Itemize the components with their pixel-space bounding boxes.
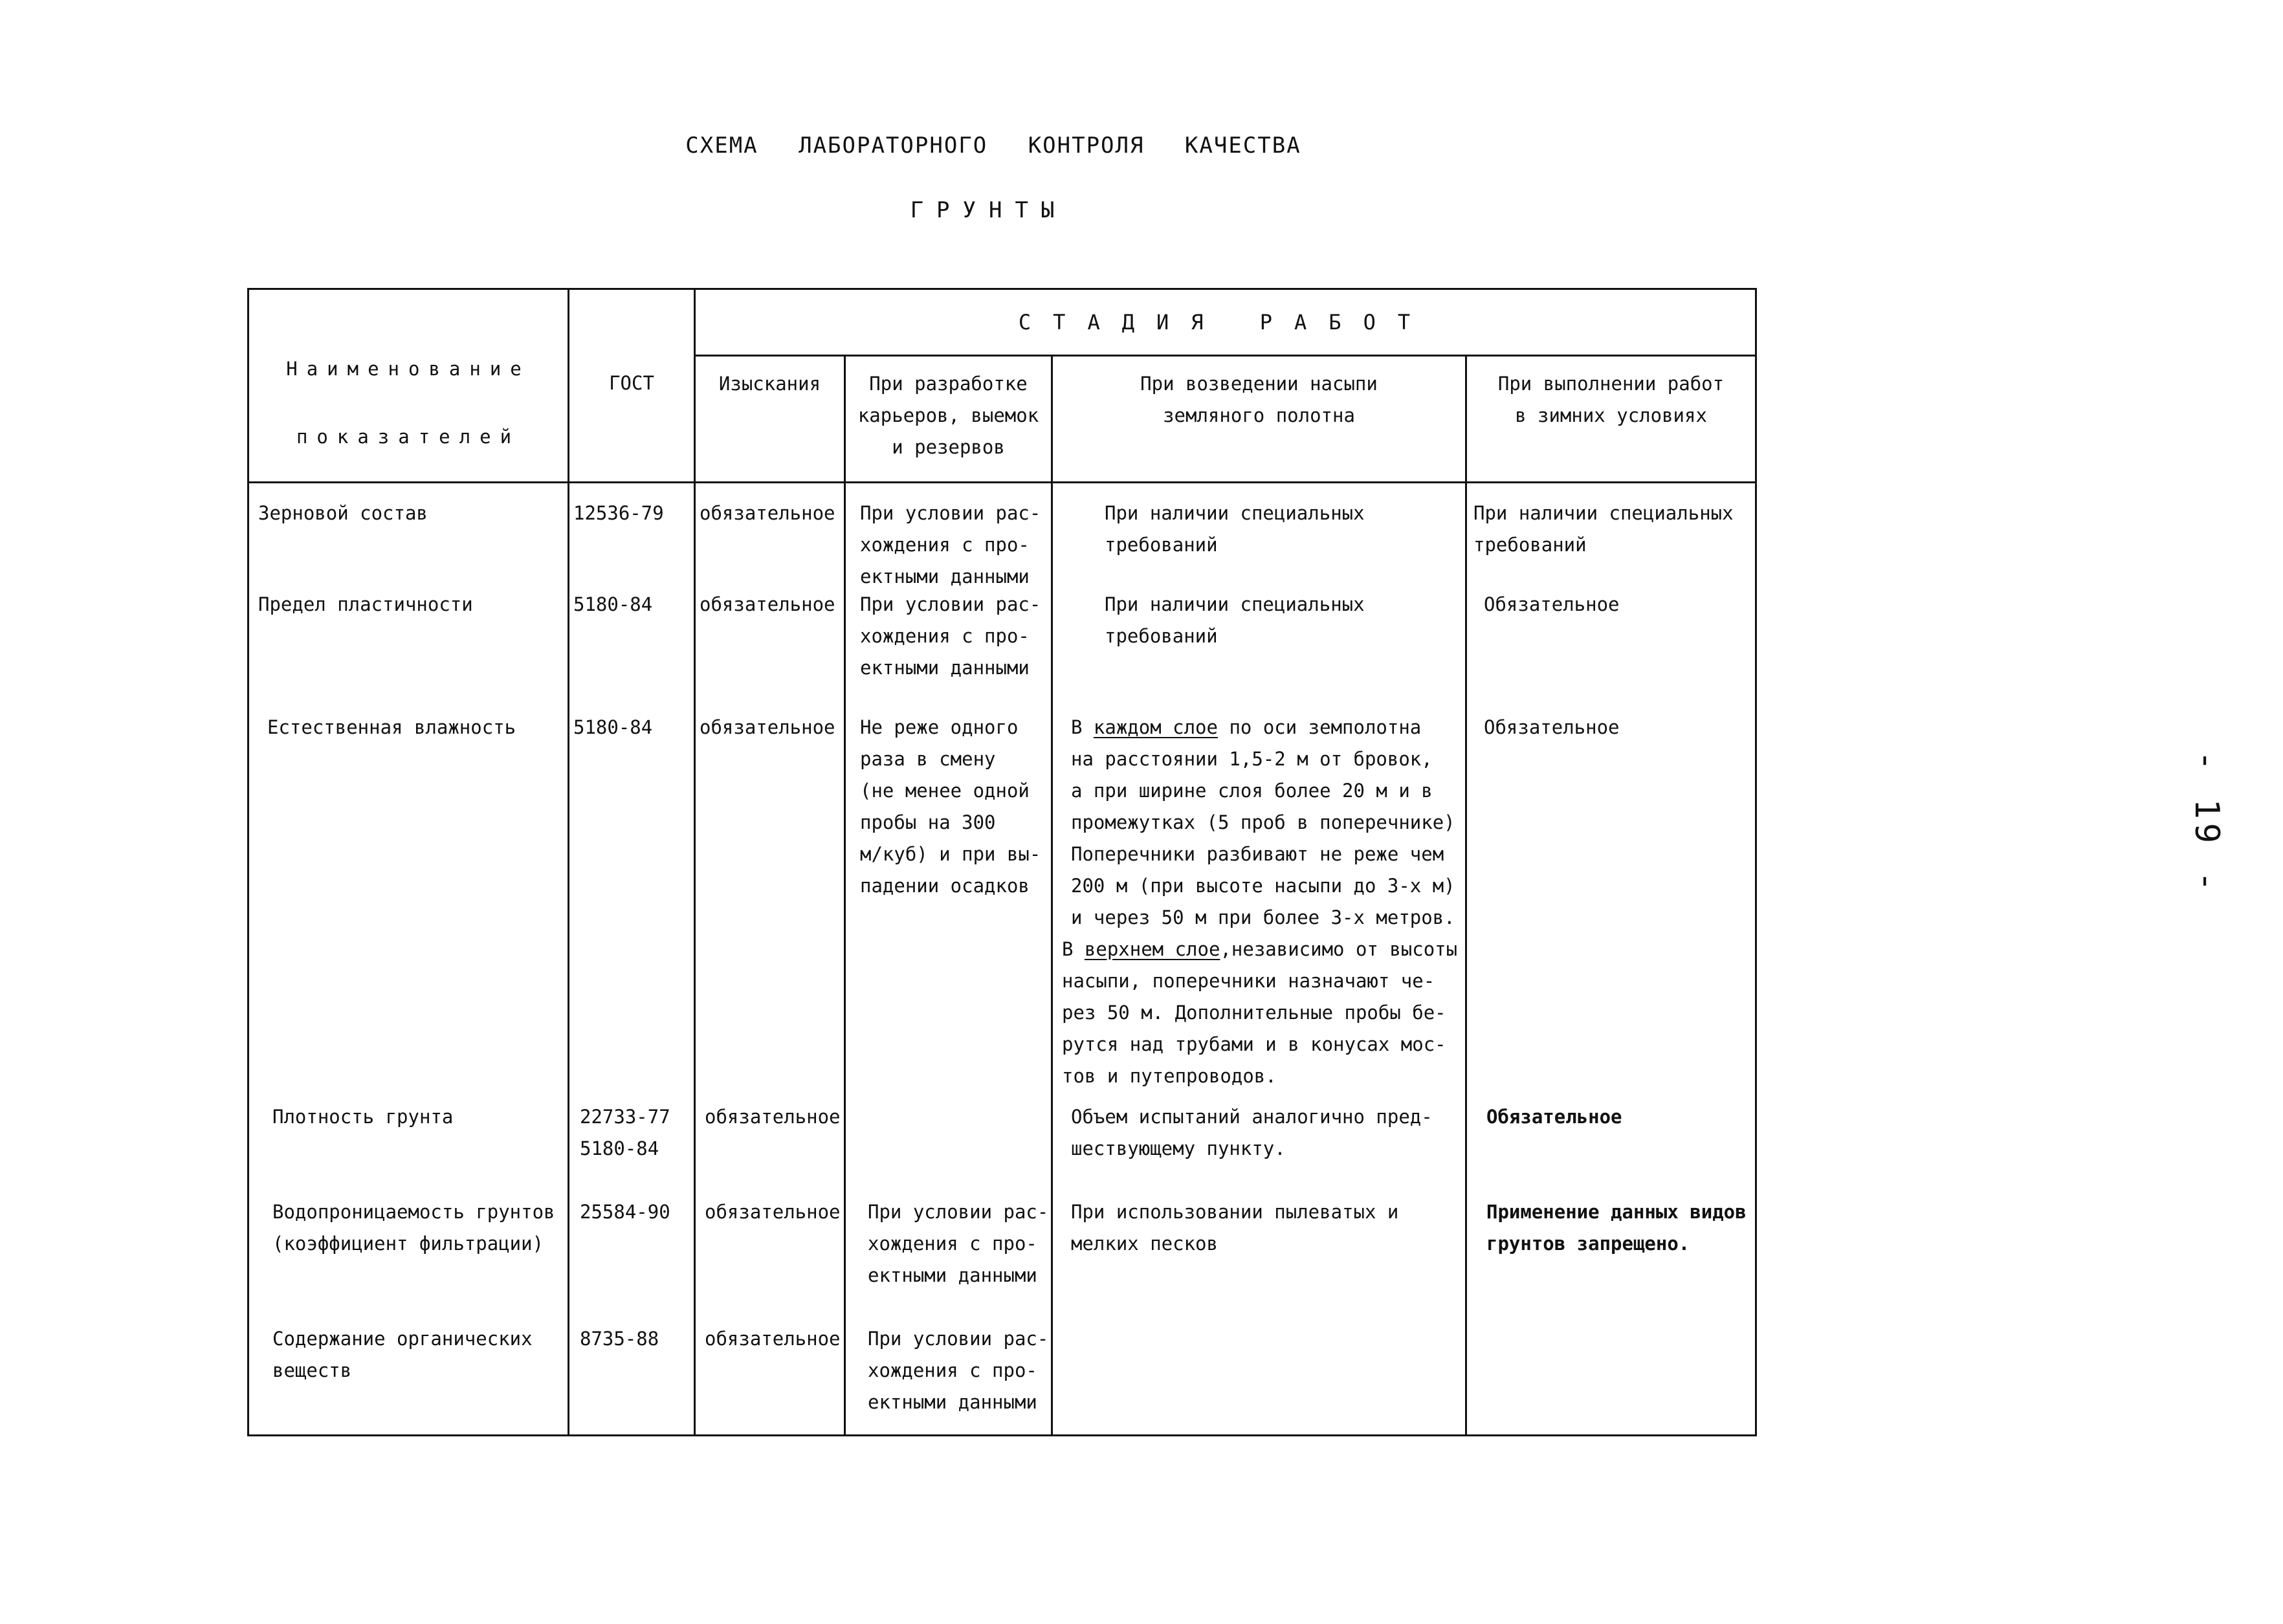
row-6-quarry: При условии рас- хождения с про- ектными данными — [868, 1328, 1049, 1413]
row-4-embankment: Объем испытаний аналогично пред- шествующему пункту. — [1071, 1106, 1433, 1159]
document-title: СХЕМА ЛАБОРАТОРНОГО КОНТРОЛЯ КАЧЕСТВА — [685, 133, 1301, 159]
row-3-winter: Обязательное — [1484, 716, 1620, 738]
column-survey — [695, 483, 845, 1436]
row-3-name: Естественная влажность — [267, 716, 516, 738]
row-5-name: Водопроницаемость грунтов (коэффициент фильтрации) — [272, 1201, 555, 1255]
header-indicator-name: Наименование показателей — [248, 289, 569, 483]
row-5-winter: Применение данных видов грунтов запрещено. — [1486, 1201, 1747, 1255]
row-5-embankment: При использовании пылеватых и мелких песков — [1071, 1201, 1399, 1255]
row-4-winter: Обязательное — [1486, 1106, 1622, 1128]
header-gost: ГОСТ — [569, 289, 695, 483]
row-4-gost: 22733-77 5180-84 — [580, 1106, 670, 1159]
row-3-gost: 5180-84 — [573, 716, 653, 738]
row-1-gost: 12536-79 — [573, 502, 664, 524]
row-3-embankment-part-1: В каждом слое по оси земполотна на расстоянии 1,5-2 м от бровок, а при ширине слоя более 20 м и в промежутках (5 проб в поперечнике) Поперечники разбивают не реже чем 200 м (при высоте насыпи до 3-х м) и через 50 м при более 3-х метров. — [1071, 716, 1455, 928]
row-2-quarry: При условии рас- хождения с про- ектными данными — [860, 593, 1041, 679]
header-embankment: При возведении насыпи земляного полотна — [1052, 356, 1466, 483]
row-1-embankment: При наличии специальных требований — [1105, 502, 1365, 556]
row-5-quarry: При условии рас- хождения с про- ектными данными — [868, 1201, 1049, 1286]
underline-each-layer: каждом слое — [1093, 716, 1218, 738]
column-indicator-names — [248, 483, 569, 1436]
row-1-quarry: При условии рас- хождения с про- ектными данными — [860, 502, 1041, 587]
header-survey: Изыскания — [695, 356, 845, 483]
row-1-name: Зерновой состав — [258, 502, 428, 524]
row-3-quarry: Не реже одного раза в смену (не менее одной пробы на 300 м/куб) и при вы- падении осадков — [860, 716, 1041, 897]
header-quarry-development: При разработке карьеров, выемок и резервов — [845, 356, 1052, 483]
row-1-survey: обязательное — [700, 502, 835, 524]
column-quarry-development — [845, 483, 1052, 1436]
column-embankment — [1052, 483, 1466, 1436]
row-3-survey: обязательное — [700, 716, 835, 738]
row-1-winter: При наличии специальных требований — [1473, 502, 1734, 556]
header-work-stage: СТАДИЯ РАБОТ — [695, 289, 1756, 356]
page-number: - 19 - — [2187, 751, 2226, 895]
header-winter-works: При выполнении работ в зимних условиях — [1466, 356, 1756, 483]
row-2-winter: Обязательное — [1484, 593, 1620, 615]
row-5-survey: обязательное — [705, 1201, 841, 1223]
row-3-embankment-part-2: В верхнем слое,независимо от высоты насыпи, поперечники назначают че- рез 50 м. Дополнительные пробы бе- рутся над трубами и в конусах мос- тов и путепроводов. — [1062, 938, 1458, 1087]
row-6-name: Содержание органических веществ — [272, 1328, 533, 1381]
row-2-survey: обязательное — [700, 593, 835, 615]
quality-control-table — [247, 288, 1757, 1436]
row-2-embankment: При наличии специальных требований — [1105, 593, 1365, 647]
column-gost — [569, 483, 695, 1436]
row-5-gost: 25584-90 — [580, 1201, 670, 1223]
underline-top-layer: верхнем слое — [1084, 938, 1220, 960]
row-2-gost: 5180-84 — [573, 593, 653, 615]
row-6-gost: 8735-88 — [580, 1328, 659, 1350]
row-4-survey: обязательное — [705, 1106, 841, 1128]
column-winter-works — [1466, 483, 1756, 1436]
document-subtitle: ГРУНТЫ — [910, 197, 1068, 223]
row-4-name: Плотность грунта — [272, 1106, 454, 1128]
row-2-name: Предел пластичности — [258, 593, 473, 615]
row-6-survey: обязательное — [705, 1328, 841, 1350]
